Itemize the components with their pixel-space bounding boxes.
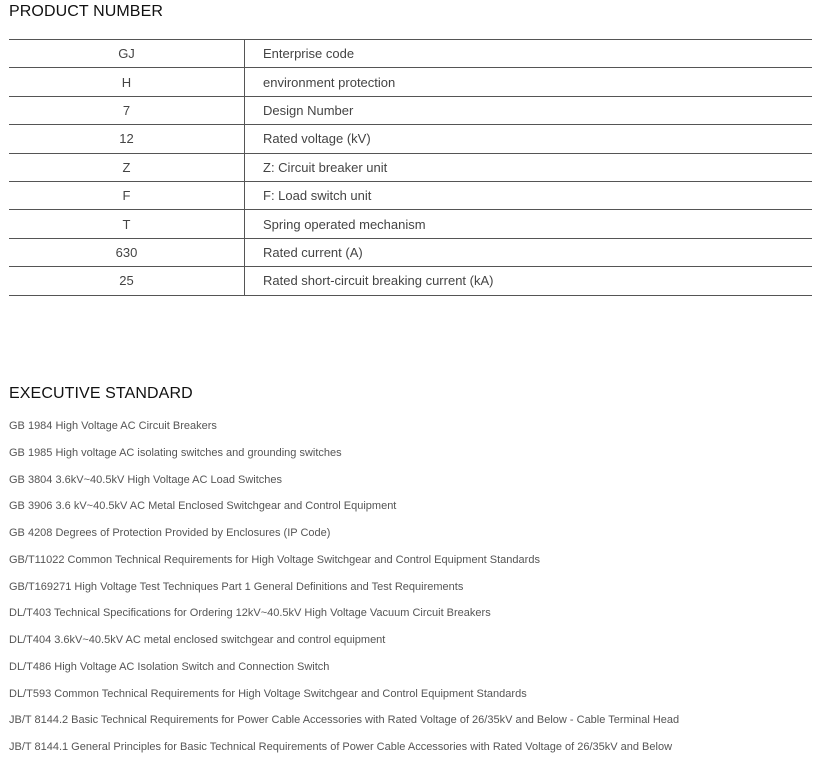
- product-description-cell: Enterprise code: [245, 40, 813, 68]
- list-item: GB 1985 High voltage AC isolating switches and grounding switches: [9, 446, 342, 459]
- list-item: GB/T169271 High Voltage Test Techniques Part 1 General Definitions and Test Requirements: [9, 580, 464, 593]
- table-row: [9, 210, 812, 238]
- product-code-cell: H: [9, 68, 245, 96]
- list-item: DL/T593 Common Technical Requirements for High Voltage Switchgear and Control Equipment Standards: [9, 687, 527, 700]
- table-row: [9, 267, 812, 295]
- product-code-cell: T: [9, 210, 245, 238]
- table-row: [9, 153, 812, 181]
- list-item: DL/T486 High Voltage AC Isolation Switch and Connection Switch: [9, 660, 330, 673]
- product-code-cell: 7: [9, 96, 245, 124]
- product-description-cell: environment protection: [245, 68, 813, 96]
- product-code-cell: 25: [9, 267, 245, 295]
- list-item: JB/T 8144.2 Basic Technical Requirements for Power Cable Accessories with Rated Voltage of 26/35kV and Below - Cable Terminal Head: [9, 714, 680, 727]
- product-description-cell: Spring operated mechanism: [245, 210, 813, 238]
- product-description-cell: Z: Circuit breaker unit: [245, 153, 813, 181]
- product-code-cell: 630: [9, 238, 245, 266]
- product-code-cell: F: [9, 181, 245, 209]
- product-code-cell: GJ: [9, 40, 245, 68]
- standards-list: [9, 413, 814, 761]
- product-code-cell: Z: [9, 153, 245, 181]
- list-item: GB 3804 3.6kV~40.5kV High Voltage AC Load Switches: [9, 473, 283, 486]
- table-row: [9, 96, 812, 124]
- product-description-cell: Rated current (A): [245, 238, 813, 266]
- product-description-cell: F: Load switch unit: [245, 181, 813, 209]
- product-code-cell: 12: [9, 125, 245, 153]
- list-item: DL/T403 Technical Specifications for Ordering 12kV~40.5kV High Voltage Vacuum Circuit Breakers: [9, 607, 491, 620]
- list-item: DL/T404 3.6kV~40.5kV AC metal enclosed switchgear and control equipment: [9, 634, 386, 646]
- list-item: GB 1984 High Voltage AC Circuit Breakers: [9, 420, 217, 432]
- list-item: GB 3906 3.6 kV~40.5kV AC Metal Enclosed Switchgear and Control Equipment: [9, 500, 397, 513]
- product-description-cell: Rated short-circuit breaking current (kA): [263, 273, 494, 289]
- table-row: [9, 68, 812, 96]
- table-row: [9, 125, 812, 153]
- table-row: [9, 238, 812, 266]
- list-item: GB/T11022 Common Technical Requirements for High Voltage Switchgear and Control Equipment Standards: [9, 553, 540, 566]
- list-item: GB 4208 Degrees of Protection Provided by Enclosures (IP Code): [9, 527, 331, 539]
- product-number-table: [9, 39, 812, 296]
- list-item: JB/T 8144.1 General Principles for Basic Technical Requirements of Power Cable Accessories with Rated Voltage of 26/35kV and Below: [9, 741, 673, 753]
- product-description-cell: Design Number: [245, 96, 813, 124]
- product-description-cell: Rated voltage (kV): [245, 125, 813, 153]
- product-number-title: PRODUCT NUMBER: [9, 3, 164, 20]
- executive-standard-title: EXECUTIVE STANDARD: [9, 385, 193, 402]
- table-row: [9, 40, 812, 68]
- table-row: [9, 181, 812, 209]
